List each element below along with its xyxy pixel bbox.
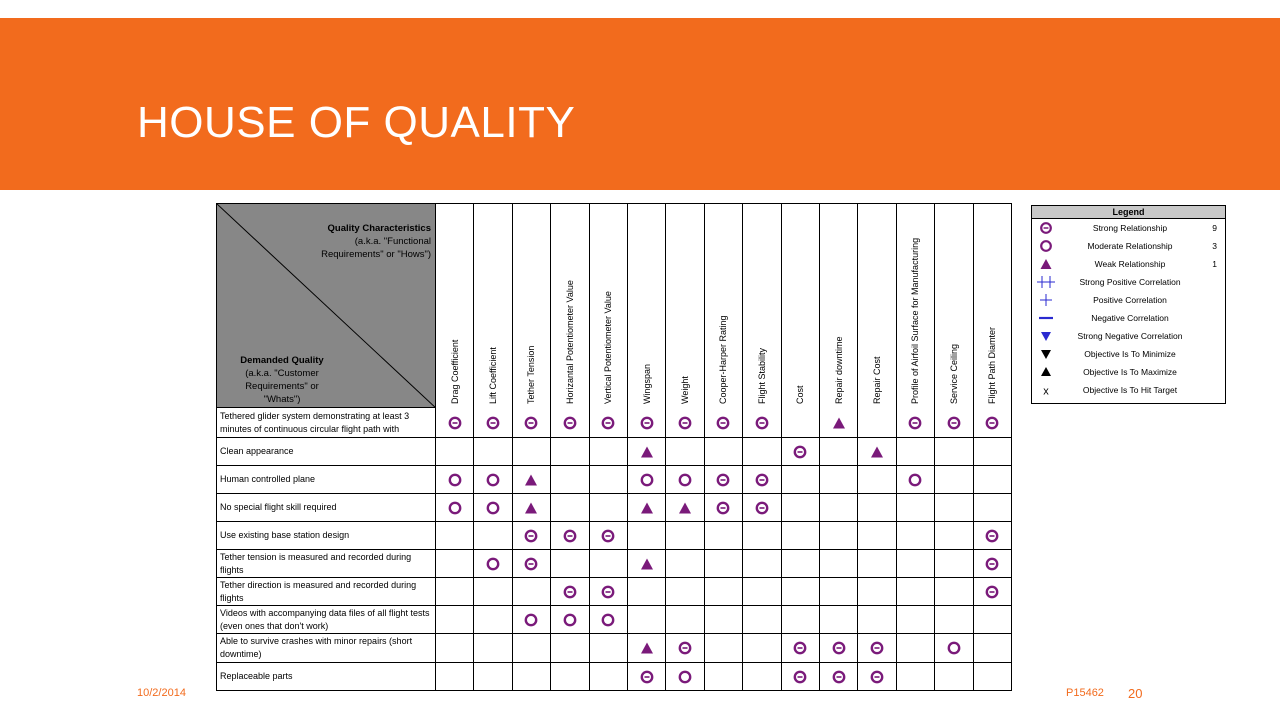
matrix-cell <box>820 663 858 691</box>
column-header-label: Horizantal Potentiometer Value <box>564 280 575 404</box>
demanded-quality-subtitle: (a.k.a. "Customer Requirements" or "Whats") <box>245 368 319 405</box>
matrix-cell <box>935 494 973 522</box>
matrix-cell <box>820 522 858 550</box>
column-header <box>705 203 743 408</box>
matrix-cell <box>628 550 666 578</box>
matrix-cell <box>666 466 704 494</box>
matrix-cell <box>897 606 935 634</box>
matrix-cell <box>974 663 1012 691</box>
matrix-cell <box>935 466 973 494</box>
matrix-cell <box>628 466 666 494</box>
matrix-cell <box>897 494 935 522</box>
matrix-cell <box>551 522 589 550</box>
matrix-cell <box>551 494 589 522</box>
column-header-label: Repair downtime <box>833 336 844 404</box>
demanded-quality-row-label: Tether tension is measured and recorded during flights <box>216 550 436 578</box>
legend-item <box>1032 219 1225 237</box>
matrix-cell <box>436 438 474 466</box>
matrix-cell <box>705 606 743 634</box>
strong-relationship-icon <box>985 557 999 571</box>
column-header <box>820 203 858 408</box>
demanded-quality-row-label: Human controlled plane <box>216 466 436 494</box>
matrix-cell <box>436 550 474 578</box>
moderate-relationship-icon <box>486 557 500 571</box>
matrix-cell <box>820 606 858 634</box>
matrix-cell <box>551 466 589 494</box>
matrix-cell <box>666 663 704 691</box>
strong-relationship-icon <box>870 670 884 684</box>
matrix-cell <box>897 438 935 466</box>
matrix-cell <box>782 408 820 438</box>
legend-item-label: Strong Positive Correlation <box>1079 277 1181 287</box>
matrix-cell <box>858 438 896 466</box>
weak-relationship-icon <box>870 445 884 459</box>
legend-item <box>1032 273 1225 291</box>
matrix-cell <box>666 578 704 606</box>
matrix-cell <box>474 606 512 634</box>
column-header-label: Tether Tension <box>526 345 537 404</box>
strong-relationship-icon <box>908 416 922 430</box>
legend-item <box>1032 237 1225 255</box>
strong-relationship-icon <box>601 529 615 543</box>
matrix-cell <box>858 634 896 663</box>
matrix-cell <box>782 578 820 606</box>
column-header-label: Wingspan <box>641 363 652 404</box>
matrix-cell <box>436 466 474 494</box>
weak-relationship-icon <box>524 501 538 515</box>
objective-minimize-icon <box>1036 347 1056 361</box>
moderate-relationship-icon <box>1036 239 1056 253</box>
matrix-cell <box>436 522 474 550</box>
matrix-cell <box>666 522 704 550</box>
demanded-quality-row-label: Able to survive crashes with minor repairs (short downtime) <box>216 634 436 663</box>
matrix-cell <box>858 522 896 550</box>
moderate-relationship-icon <box>448 473 462 487</box>
matrix-cell <box>858 606 896 634</box>
legend-item-value: 1 <box>1212 259 1217 269</box>
matrix-cell <box>551 606 589 634</box>
matrix-cell <box>974 408 1012 438</box>
matrix-cell <box>590 522 628 550</box>
matrix-cell <box>474 494 512 522</box>
matrix-cell <box>513 606 551 634</box>
moderate-relationship-icon <box>486 473 500 487</box>
column-header <box>974 203 1012 408</box>
column-header-label: Lift Coefficient <box>488 347 499 404</box>
strong-relationship-icon <box>755 473 769 487</box>
strong-relationship-icon <box>601 416 615 430</box>
matrix-cell <box>590 634 628 663</box>
moderate-relationship-icon <box>486 501 500 515</box>
matrix-cell <box>782 606 820 634</box>
strong-relationship-icon <box>716 416 730 430</box>
matrix-cell <box>590 663 628 691</box>
matrix-cell <box>551 438 589 466</box>
strong-relationship-icon <box>716 473 730 487</box>
matrix-cell <box>858 663 896 691</box>
matrix-cell <box>782 550 820 578</box>
matrix-cell <box>974 494 1012 522</box>
matrix-cell <box>974 550 1012 578</box>
matrix-cell <box>590 408 628 438</box>
strong-relationship-icon <box>563 585 577 599</box>
strong-relationship-icon <box>985 585 999 599</box>
column-header <box>858 203 896 408</box>
weak-relationship-icon <box>832 416 846 430</box>
weak-relationship-icon <box>640 501 654 515</box>
strong-relationship-icon <box>524 557 538 571</box>
matrix-cell <box>551 663 589 691</box>
matrix-cell <box>436 634 474 663</box>
objective-hit-target-icon <box>1036 383 1056 397</box>
strong-relationship-icon <box>640 416 654 430</box>
matrix-cell <box>513 408 551 438</box>
moderate-relationship-icon <box>563 613 577 627</box>
column-header <box>436 203 474 408</box>
matrix-cell <box>666 494 704 522</box>
column-header <box>590 203 628 408</box>
moderate-relationship-icon <box>908 473 922 487</box>
matrix-cell <box>436 663 474 691</box>
moderate-relationship-icon <box>678 670 692 684</box>
strong-relationship-icon <box>678 641 692 655</box>
matrix-cell <box>436 578 474 606</box>
matrix-cell <box>820 466 858 494</box>
matrix-cell <box>628 494 666 522</box>
matrix-cell <box>858 466 896 494</box>
matrix-cell <box>705 466 743 494</box>
column-header-label: Weight <box>680 376 691 404</box>
legend-item <box>1032 255 1225 273</box>
matrix-cell <box>705 634 743 663</box>
matrix-cell <box>551 634 589 663</box>
matrix-cell <box>590 466 628 494</box>
matrix-cell <box>628 606 666 634</box>
matrix-cell <box>820 550 858 578</box>
matrix-cell <box>743 522 781 550</box>
weak-relationship-icon <box>1036 257 1056 271</box>
strong-relationship-icon <box>755 416 769 430</box>
footer-date: 10/2/2014 <box>137 687 186 699</box>
strong-relationship-icon <box>793 445 807 459</box>
matrix-cell <box>551 550 589 578</box>
strong-positive-correlation-icon <box>1036 275 1056 289</box>
matrix-cell <box>974 578 1012 606</box>
matrix-cell <box>705 550 743 578</box>
matrix-cell <box>666 634 704 663</box>
matrix-cell <box>513 634 551 663</box>
strong-negative-correlation-icon <box>1036 329 1056 343</box>
moderate-relationship-icon <box>601 613 615 627</box>
matrix-cell <box>513 466 551 494</box>
footer-page-number: 20 <box>1128 686 1143 701</box>
strong-relationship-icon <box>524 529 538 543</box>
matrix-cell <box>820 494 858 522</box>
weak-relationship-icon <box>640 557 654 571</box>
matrix-cell <box>782 522 820 550</box>
legend-item-label: Negative Correlation <box>1091 313 1169 323</box>
weak-relationship-icon <box>524 473 538 487</box>
matrix-cell <box>590 578 628 606</box>
matrix-cell <box>474 522 512 550</box>
matrix-cell <box>897 663 935 691</box>
matrix-cell <box>743 550 781 578</box>
matrix-cell <box>474 578 512 606</box>
matrix-cell <box>513 550 551 578</box>
moderate-relationship-icon <box>678 473 692 487</box>
weak-relationship-icon <box>640 445 654 459</box>
column-header <box>628 203 666 408</box>
legend-item-label: Weak Relationship <box>1094 259 1166 269</box>
matrix-cell <box>743 634 781 663</box>
strong-relationship-icon <box>448 416 462 430</box>
matrix-cell <box>474 466 512 494</box>
column-header-label: Cost <box>795 385 806 404</box>
column-header-label: Flight Stability <box>756 347 767 404</box>
weak-relationship-icon <box>678 501 692 515</box>
matrix-cell <box>743 438 781 466</box>
matrix-cell <box>628 408 666 438</box>
matrix-cell <box>743 606 781 634</box>
column-header-label: Cooper-Harper Rating <box>718 315 729 404</box>
strong-relationship-icon <box>524 416 538 430</box>
column-header <box>782 203 820 408</box>
column-header-label: Vertical Potentiometer Value <box>603 291 614 404</box>
strong-relationship-icon <box>486 416 500 430</box>
column-header-label: Flight Path Diamter <box>987 326 998 404</box>
matrix-cell <box>935 438 973 466</box>
legend-item-label: Positive Correlation <box>1093 295 1167 305</box>
matrix-cell <box>897 578 935 606</box>
strong-relationship-icon <box>678 416 692 430</box>
matrix-cell <box>743 663 781 691</box>
matrix-cell <box>705 494 743 522</box>
matrix-cell <box>474 634 512 663</box>
matrix-cell <box>820 438 858 466</box>
legend-item-label: Objective Is To Hit Target <box>1082 385 1178 395</box>
column-header <box>897 203 935 408</box>
demanded-quality-row-label: Replaceable parts <box>216 663 436 691</box>
matrix-cell <box>782 438 820 466</box>
strong-relationship-icon <box>640 670 654 684</box>
matrix-cell <box>590 550 628 578</box>
quality-characteristics-title: Quality Characteristics <box>327 223 431 234</box>
strong-relationship-icon <box>832 641 846 655</box>
matrix-cell <box>551 408 589 438</box>
column-header <box>513 203 551 408</box>
demanded-quality-row-label: Tether direction is measured and recorded during flights <box>216 578 436 606</box>
moderate-relationship-icon <box>524 613 538 627</box>
matrix-cell <box>705 663 743 691</box>
matrix-cell <box>474 408 512 438</box>
matrix-cell <box>858 494 896 522</box>
matrix-cell <box>666 438 704 466</box>
strong-relationship-icon <box>870 641 884 655</box>
matrix-cell <box>897 634 935 663</box>
column-header <box>666 203 704 408</box>
matrix-cell <box>436 408 474 438</box>
matrix-cell <box>513 578 551 606</box>
matrix-cell <box>705 408 743 438</box>
matrix-corner <box>216 203 436 408</box>
column-header-label: Drag Coefficient <box>449 339 460 404</box>
moderate-relationship-icon <box>947 641 961 655</box>
matrix-cell <box>935 522 973 550</box>
matrix-cell <box>935 663 973 691</box>
matrix-cell <box>474 438 512 466</box>
legend-item-label: Objective Is To Minimize <box>1084 349 1176 359</box>
matrix-cell <box>705 438 743 466</box>
matrix-cell <box>897 408 935 438</box>
matrix-cell <box>782 634 820 663</box>
column-header-label: Service Ceiling <box>948 343 959 404</box>
strong-relationship-icon <box>985 529 999 543</box>
moderate-relationship-icon <box>448 501 462 515</box>
objective-maximize-icon <box>1036 365 1056 379</box>
column-header-label: Repair Cost <box>872 356 883 404</box>
demanded-quality-title: Demanded Quality <box>240 355 324 366</box>
legend-item-label: Strong Negative Correlation <box>1077 331 1183 341</box>
strong-relationship-icon <box>563 529 577 543</box>
matrix-cell <box>935 550 973 578</box>
demanded-quality-row-label: Tethered glider system demonstrating at least 3 minutes of continuous circular flight path with <box>216 408 436 438</box>
slide-title: HOUSE OF QUALITY <box>137 98 576 147</box>
matrix-cell <box>897 522 935 550</box>
matrix-cell <box>705 578 743 606</box>
matrix-cell <box>935 634 973 663</box>
negative-correlation-icon <box>1036 311 1056 325</box>
matrix-cell <box>705 522 743 550</box>
demanded-quality-row-label: Videos with accompanying data files of all flight tests (even ones that don't work) <box>216 606 436 634</box>
matrix-cell <box>590 494 628 522</box>
matrix-cell <box>436 494 474 522</box>
column-header <box>474 203 512 408</box>
matrix-cell <box>782 466 820 494</box>
legend-item <box>1032 381 1225 399</box>
column-header <box>551 203 589 408</box>
strong-relationship-icon <box>601 585 615 599</box>
column-header <box>743 203 781 408</box>
matrix-cell <box>666 550 704 578</box>
demanded-quality-label <box>227 354 337 406</box>
moderate-relationship-icon <box>640 473 654 487</box>
matrix-cell <box>666 408 704 438</box>
matrix-cell <box>743 578 781 606</box>
matrix-cell <box>628 634 666 663</box>
strong-relationship-icon <box>793 641 807 655</box>
strong-relationship-icon <box>793 670 807 684</box>
strong-relationship-icon <box>832 670 846 684</box>
demanded-quality-row-label: Clean appearance <box>216 438 436 466</box>
matrix-cell <box>858 408 896 438</box>
matrix-cell <box>474 663 512 691</box>
matrix-cell <box>628 438 666 466</box>
matrix-cell <box>628 578 666 606</box>
strong-relationship-icon <box>563 416 577 430</box>
svg-text:x: x <box>1043 385 1049 397</box>
positive-correlation-icon <box>1036 293 1056 307</box>
matrix-cell <box>628 663 666 691</box>
matrix-cell <box>935 578 973 606</box>
matrix-cell <box>974 606 1012 634</box>
house-of-quality-matrix <box>216 203 1012 693</box>
matrix-cell <box>858 578 896 606</box>
matrix-cell <box>974 466 1012 494</box>
matrix-cell <box>436 606 474 634</box>
matrix-cell <box>474 550 512 578</box>
demanded-quality-row-label: No special flight skill required <box>216 494 436 522</box>
weak-relationship-icon <box>640 641 654 655</box>
matrix-cell <box>935 408 973 438</box>
legend-item <box>1032 345 1225 363</box>
matrix-cell <box>820 408 858 438</box>
matrix-cell <box>820 634 858 663</box>
matrix-cell <box>897 550 935 578</box>
legend-item-label: Objective Is To Maximize <box>1083 367 1177 377</box>
matrix-cell <box>743 494 781 522</box>
matrix-cell <box>513 522 551 550</box>
matrix-cell <box>551 578 589 606</box>
legend-item <box>1032 363 1225 381</box>
matrix-cell <box>513 438 551 466</box>
matrix-cell <box>743 408 781 438</box>
legend-title: Legend <box>1032 206 1225 219</box>
matrix-cell <box>666 606 704 634</box>
matrix-cell <box>743 466 781 494</box>
matrix-cell <box>974 634 1012 663</box>
matrix-cell <box>590 438 628 466</box>
matrix-cell <box>820 578 858 606</box>
legend-item-label: Strong Relationship <box>1092 223 1168 233</box>
strong-relationship-icon <box>947 416 961 430</box>
legend-item <box>1032 309 1225 327</box>
legend-item-label: Moderate Relationship <box>1087 241 1173 251</box>
quality-characteristics-subtitle: (a.k.a. "Functional Requirements" or "Hows") <box>321 236 431 260</box>
footer-project-code: P15462 <box>1066 687 1104 699</box>
matrix-cell <box>935 606 973 634</box>
demanded-quality-row-label: Use existing base station design <box>216 522 436 550</box>
legend-item <box>1032 327 1225 345</box>
strong-relationship-icon <box>716 501 730 515</box>
matrix-cell <box>513 494 551 522</box>
matrix-cell <box>782 494 820 522</box>
legend <box>1031 205 1226 404</box>
title-banner <box>0 18 1280 190</box>
matrix-cell <box>858 550 896 578</box>
matrix-cell <box>628 522 666 550</box>
column-header-label: Profile of Airfoil Surface for Manufacturing <box>910 237 921 404</box>
quality-characteristics-label <box>311 222 431 261</box>
column-header <box>935 203 973 408</box>
legend-item <box>1032 291 1225 309</box>
legend-item-value: 9 <box>1212 223 1217 233</box>
matrix-cell <box>974 522 1012 550</box>
matrix-cell <box>974 438 1012 466</box>
matrix-cell <box>897 466 935 494</box>
strong-relationship-icon <box>985 416 999 430</box>
legend-item-value: 3 <box>1212 241 1217 251</box>
strong-relationship-icon <box>755 501 769 515</box>
strong-relationship-icon <box>1036 221 1056 235</box>
matrix-cell <box>590 606 628 634</box>
matrix-cell <box>513 663 551 691</box>
matrix-cell <box>782 663 820 691</box>
